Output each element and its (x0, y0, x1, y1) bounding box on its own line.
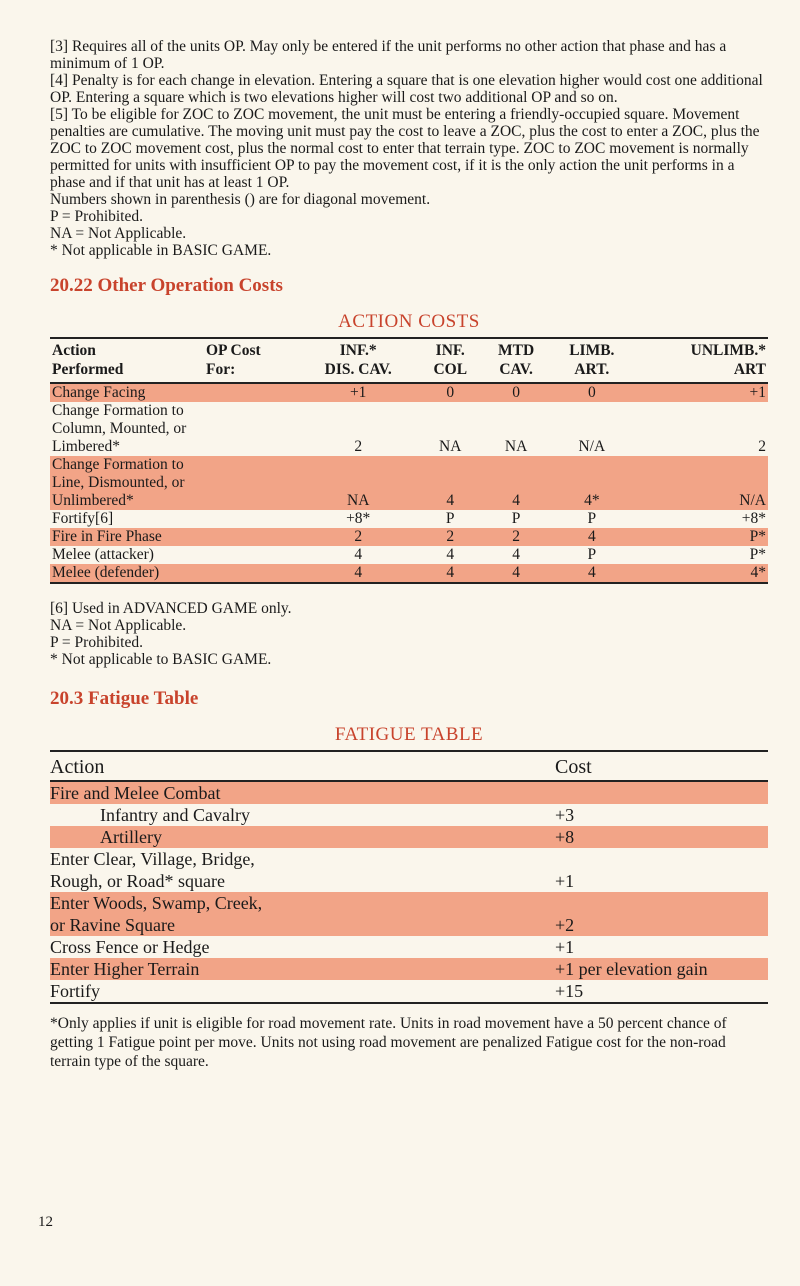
note-basic: * Not applicable to BASIC GAME. (50, 651, 272, 668)
fatigue-row (50, 936, 768, 958)
note-5: [5] To be eligible for ZOC to ZOC movement, the unit must be entering a friendly-occupied square. Movement penalties are cumulative. The moving unit must pay the cost to leave a ZOC, plus the cost to enter a ZOC, plus the ZOC to ZOC movement cost, plus the normal cost to enter that terrain type. ZOC to ZOC movement is normally permitted for units with insufficient OP to pay the movement cost, if it is the only action the unit performs in a phase and if that unit has at least 1 OP. (50, 106, 760, 191)
cost-cell: 4 (550, 528, 633, 546)
fatigue-action-cell (50, 892, 555, 936)
fatigue-cost-cell: +1 (555, 871, 575, 891)
cost-cell: 2 (354, 438, 363, 455)
cost-cell: 4 (418, 564, 482, 583)
header-unlimb-art: UNLIMB.* ART (634, 338, 769, 383)
action-text: Melee (attacker) (52, 546, 154, 563)
cost-cell: N/A (578, 438, 606, 455)
fatigue-action-text: Artillery (100, 827, 162, 847)
cost-cell: 4 (418, 456, 482, 510)
note-not-applicable: NA = Not Applicable. (50, 225, 187, 242)
action-costs-row (50, 383, 768, 402)
action-cell (50, 383, 298, 402)
fatigue-row (50, 980, 768, 1003)
cost-cell: 4 (354, 546, 363, 563)
page-number: 12 (38, 1214, 53, 1230)
fatigue-action-cell (50, 826, 555, 848)
cost-cell: 4* (550, 456, 633, 510)
fatigue-row (50, 781, 768, 804)
note-na: NA = Not Applicable. (50, 617, 187, 634)
fatigue-action-cell (50, 936, 555, 958)
action-text: Melee (defender) (52, 564, 160, 581)
cost-cell: 0 (418, 383, 482, 402)
fatigue-action-cell (50, 958, 555, 980)
note-prohibited: P = Prohibited. (50, 208, 143, 225)
cost-cell: P (587, 546, 597, 563)
fatigue-action-cell (50, 781, 555, 804)
header-op-cost: OP Cost For: (204, 338, 298, 383)
section-heading-operation-costs: 20.22 Other Operation Costs (50, 275, 283, 296)
action-cell (50, 564, 298, 583)
cost-cell: 4 (512, 546, 520, 563)
cost-cell: P (511, 510, 521, 527)
fatigue-action-text: Infantry and Cavalry (100, 805, 250, 825)
manual-page (50, 38, 768, 1071)
action-costs-row (50, 402, 768, 456)
cost-cell: 4 (298, 564, 418, 583)
header-inf-dis-cav: INF.* DIS. CAV. (298, 338, 418, 383)
cost-cell: P (445, 510, 455, 527)
note-4: [4] Penalty is for each change in elevation. Entering a square that is one elevation higher would cost one additional OP. Entering a square which is two elevations higher will cost two additional OP and so on. (50, 72, 763, 106)
fatigue-action-text: Fire and Melee Combat (50, 783, 221, 803)
note-6: [6] Used in ADVANCED GAME only. (50, 600, 292, 617)
action-costs-header-row (50, 338, 768, 383)
fatigue-header-action: Action (50, 751, 555, 781)
action-costs-table (50, 337, 768, 584)
action-text: Limbered* (52, 438, 121, 455)
cost-cell: NA (504, 438, 528, 455)
fatigue-table-title: FATIGUE TABLE (334, 724, 484, 745)
fatigue-action-cell (50, 804, 555, 826)
action-text: Change Facing (52, 384, 146, 401)
action-text: Change Formation to (52, 402, 184, 419)
cost-cell: P (587, 510, 597, 527)
action-costs-notes (50, 600, 768, 668)
fatigue-row (50, 826, 768, 848)
fatigue-row (50, 892, 768, 936)
fatigue-row (50, 848, 768, 892)
section-heading-fatigue: 20.3 Fatigue Table (50, 688, 199, 709)
cost-cell: 4 (482, 564, 550, 583)
action-cell (50, 510, 298, 528)
fatigue-cost-cell: +2 (555, 892, 768, 936)
action-costs-row (50, 564, 768, 583)
action-costs-row (50, 546, 768, 564)
action-text: Column, Mounted, or (52, 420, 187, 437)
action-cell (50, 546, 298, 564)
cost-cell: 4* (634, 564, 769, 583)
fatigue-action-text: Cross Fence or Hedge (50, 937, 210, 957)
fatigue-row (50, 958, 768, 980)
cost-cell: 2 (482, 528, 550, 546)
fatigue-action-text: Enter Woods, Swamp, Creek, (50, 893, 263, 913)
cost-cell: +8* (346, 510, 371, 527)
fatigue-header-row (50, 751, 768, 781)
action-cell (50, 528, 298, 546)
fatigue-cost-cell: +1 per elevation gain (555, 958, 768, 980)
fatigue-table-body (50, 781, 768, 1003)
cost-cell: 4 (550, 564, 633, 583)
note-p: P = Prohibited. (50, 634, 143, 651)
action-costs-row (50, 510, 768, 528)
cost-cell: 2 (298, 528, 418, 546)
fatigue-action-text: Enter Clear, Village, Bridge, (50, 849, 255, 869)
action-costs-title: ACTION COSTS (338, 311, 480, 332)
cost-cell: 4 (446, 546, 455, 563)
note-parenthesis: Numbers shown in parenthesis () are for diagonal movement. (50, 191, 431, 208)
fatigue-action-cell (50, 980, 555, 1003)
cost-cell: NA (439, 438, 462, 455)
action-costs-row (50, 456, 768, 510)
note-3: [3] Requires all of the units OP. May only be entered if the unit performs no other action that phase and has a minimum of 1 OP. (50, 38, 727, 72)
fatigue-action-text: or Ravine Square (50, 915, 175, 935)
fatigue-cost-cell: +15 (555, 981, 584, 1001)
action-text: Fortify[6] (52, 510, 114, 527)
fatigue-action-text: Fortify (50, 981, 101, 1001)
fatigue-table (50, 750, 768, 1004)
action-text: Fire in Fire Phase (52, 528, 162, 545)
movement-notes (50, 38, 768, 259)
header-limb-art: LIMB. ART. (550, 338, 633, 383)
action-costs-body (50, 383, 768, 583)
action-cell (50, 456, 298, 510)
cost-cell: +1 (634, 383, 769, 402)
action-text: Line, Dismounted, or (52, 474, 185, 491)
header-inf-col: INF. COL (418, 338, 482, 383)
note-basic-game: * Not applicable in BASIC GAME. (50, 242, 272, 259)
cost-cell: +1 (298, 383, 418, 402)
action-costs-row (50, 528, 768, 546)
fatigue-header-cost: Cost (555, 751, 768, 781)
cost-cell: 2 (418, 528, 482, 546)
fatigue-action-text: Enter Higher Terrain (50, 959, 200, 979)
fatigue-action-text: Rough, or Road* square (50, 871, 225, 891)
cost-cell: +8* (741, 510, 766, 527)
cost-cell: P* (634, 528, 769, 546)
cost-cell: N/A (634, 456, 769, 510)
header-action: Action Performed (50, 338, 204, 383)
fatigue-cost-cell: +3 (555, 805, 575, 825)
cost-cell: 4 (482, 456, 550, 510)
fatigue-cost-cell: +8 (555, 826, 768, 848)
fatigue-cost-cell: +1 (555, 937, 575, 957)
cost-cell: 0 (482, 383, 550, 402)
cost-cell: NA (298, 456, 418, 510)
cost-cell: 2 (758, 438, 766, 455)
fatigue-row (50, 804, 768, 826)
action-text: Unlimbered* (52, 492, 134, 509)
header-mtd-cav: MTD CAV. (482, 338, 550, 383)
action-text: Change Formation to (52, 456, 184, 473)
fatigue-cost-cell (555, 781, 768, 804)
fatigue-footnote: *Only applies if unit is eligible for road movement rate. Units in road movement have a 50 percent chance of getting 1 Fatigue point per move. Units not using road movement are penalized Fatigue cost for the non-road terrain type of the square. (50, 1015, 727, 1070)
cost-cell: P* (749, 546, 766, 563)
cost-cell: 0 (550, 383, 633, 402)
fatigue-action-cell (50, 848, 555, 892)
action-cell (50, 402, 298, 456)
